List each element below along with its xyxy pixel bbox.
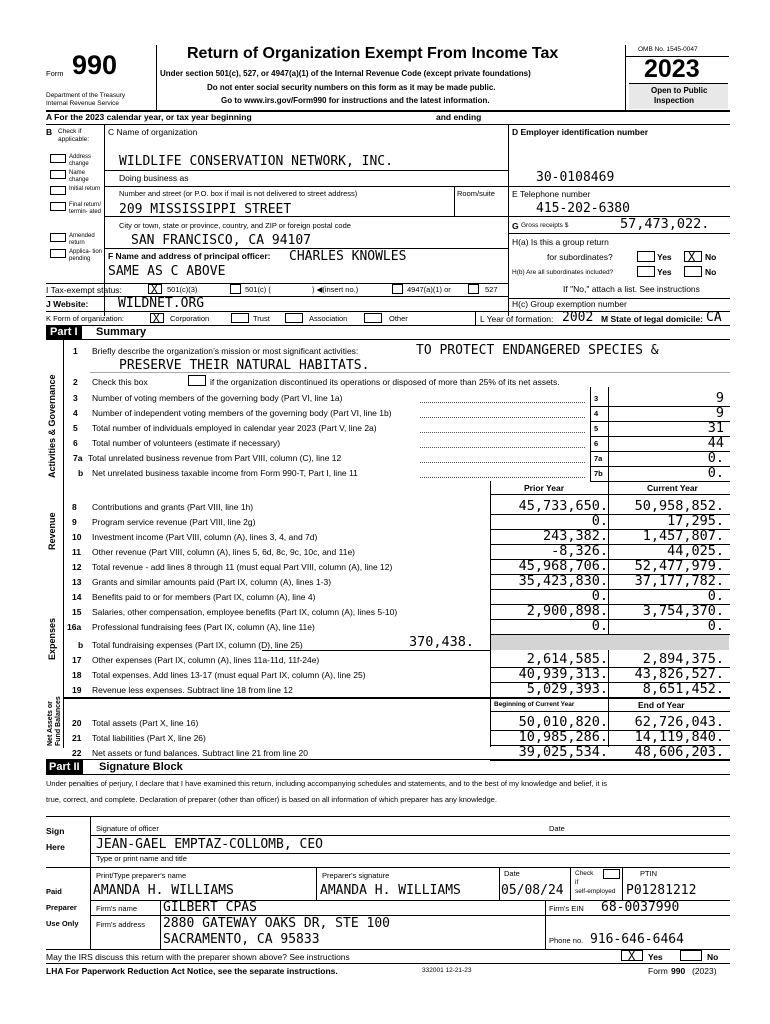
firm-address-2: SACRAMENTO, CA 95833	[163, 932, 320, 947]
gov-line-value: 44	[707, 435, 724, 451]
tax-year: 2023	[644, 55, 700, 83]
current-year-value: 50,958,852.	[634, 498, 724, 514]
dba-label: Doing business as	[119, 173, 189, 183]
status-501c-checkbox[interactable]	[230, 284, 241, 294]
fin-line-label: Revenue less expenses. Subtract line 18 from line 12	[92, 685, 293, 695]
prior-year-value: 2,900,898.	[526, 603, 608, 619]
open-public-2: Inspection	[654, 96, 695, 105]
room-label: Room/suite	[457, 189, 495, 198]
discuss-yes-checkbox[interactable]: X	[621, 950, 643, 961]
current-year-value: 62,726,043.	[634, 714, 724, 730]
prior-year-value: 10,985,286.	[518, 729, 608, 745]
fin-line-number: 20	[72, 718, 82, 728]
ha-yes-checkbox[interactable]	[637, 251, 655, 262]
form-code: 332001 12-21-23	[422, 967, 472, 974]
amended-return-checkbox[interactable]	[50, 233, 66, 242]
current-year-value: 2,894,375.	[642, 651, 724, 667]
subtitle-3: Go to www.irs.gov/Form990 for instructions and the latest information.	[221, 96, 490, 105]
fin-line-number: 17	[72, 655, 82, 665]
name-change-checkbox[interactable]	[50, 170, 66, 179]
preparer-signature: AMANDA H. WILLIAMS	[320, 883, 461, 898]
prior-year-header: Prior Year	[524, 483, 565, 493]
prior-year-value: 50,010,820.	[518, 714, 608, 730]
street-label: Number and street (or P.O. box if mail is not delivered to street address)	[119, 189, 358, 198]
line-a: A For the 2023 calendar year, or tax year beginning	[46, 112, 252, 122]
fin-line-label: Professional fundraising fees (Part IX, column (A), line 11e)	[92, 622, 315, 632]
leader-dots	[420, 477, 585, 478]
final-return-checkbox[interactable]	[50, 202, 66, 211]
gov-line-number: 4	[73, 408, 78, 418]
side-net-assets: Net Assets or Fund Balances	[47, 696, 62, 746]
name-change-label: Name change	[69, 170, 89, 183]
fin-line-label: Net assets or fund balances. Subtract line 21 from line 20	[92, 748, 308, 758]
fin-line-number: 12	[72, 562, 82, 572]
perjury-line2: true, correct, and complete. Declaration of preparer (other than officer) is based on all information of which preparer has any knowledge.	[46, 795, 497, 804]
i-label: I Tax-exempt status:	[46, 285, 122, 295]
ha-label: H(a) Is this a group return	[512, 237, 609, 247]
fin-line-number: 11	[72, 547, 81, 557]
side-activities-governance: Activities & Governance	[47, 374, 57, 478]
discuss-question: May the IRS discuss this return with the preparer shown above? See instructions	[46, 952, 350, 962]
fin-line-label: Other expenses (Part IX, column (A), lines 11a-11d, 11f-24e)	[92, 655, 320, 665]
leader-dots	[420, 432, 585, 433]
website: WILDNET.ORG	[118, 296, 205, 311]
prior-year-value: 243,382.	[542, 528, 608, 544]
officer-name-title: JEAN-GAEL EMPTAZ-COLLOMB, CEO	[96, 837, 323, 852]
perjury-line1: Under penalties of perjury, I declare that I have examined this return, including accompanying schedules and statements, and to the best of my knowledge and belief, it is	[46, 779, 608, 788]
ha-no-checkbox[interactable]: X	[684, 251, 702, 262]
gov-line-box: 6	[594, 439, 599, 448]
firm-name: GILBERT CPAS	[163, 900, 257, 915]
gov-line-value: 9	[715, 390, 724, 406]
fin-line-number: 8	[72, 502, 77, 512]
current-year-value: 43,826,527.	[634, 666, 724, 682]
j-label: J Website:	[46, 299, 89, 309]
fin-line-label: Contributions and grants (Part VIII, line 1h)	[92, 502, 254, 512]
part1-label: Part I	[46, 325, 82, 340]
prior-year-value: 0.	[591, 513, 608, 529]
gov-line-label: Number of voting members of the governing body (Part VI, line 1a)	[92, 393, 343, 403]
fin-line-number: 22	[72, 748, 82, 758]
form-label: Form	[46, 69, 64, 78]
l-label: L Year of formation:	[480, 314, 554, 324]
application-pending-checkbox[interactable]	[50, 249, 66, 258]
current-year-value: 52,477,979.	[634, 558, 724, 574]
fin-line-label: Total expenses. Add lines 13-17 (must equal Part IX, column (A), line 25)	[92, 670, 366, 680]
dept-line2: Internal Revenue Service	[46, 100, 119, 107]
ptin: P01281212	[626, 883, 697, 898]
firm-ein: 68-0037990	[601, 900, 680, 915]
fin-line-label: Investment income (Part VIII, column (A), lines 3, 4, and 7d)	[92, 532, 318, 542]
address-change-label: Address change	[69, 154, 92, 167]
form-title: Return of Organization Exempt From Income Tax	[187, 45, 559, 62]
fin-line-number: 16a	[67, 622, 82, 632]
ein: 30-0108469	[536, 170, 615, 185]
current-year-value: 1,457,807.	[642, 528, 724, 544]
gov-line-box: 7a	[594, 454, 603, 463]
dept-line1: Department of the Treasury	[46, 92, 126, 99]
end-year-header: End of Year	[638, 700, 685, 710]
hc-label: H(c) Group exemption number	[512, 299, 627, 309]
omb-number: OMB No. 1545-0047	[638, 46, 698, 53]
fin-line-label: Total liabilities (Part X, line 26)	[92, 733, 206, 743]
gov-line-value: 0.	[707, 450, 724, 466]
discuss-no-checkbox[interactable]	[680, 950, 702, 961]
org-name: WILDLIFE CONSERVATION NETWORK, INC.	[119, 154, 393, 169]
current-year-value: 14,119,840.	[634, 729, 724, 745]
fin-line-number: 13	[72, 577, 82, 587]
gross-receipts: 57,473,022.	[620, 216, 710, 232]
self-employed-checkbox[interactable]	[603, 869, 620, 879]
side-revenue: Revenue	[47, 512, 57, 550]
row-rule	[490, 760, 730, 761]
gov-line-box: 7b	[594, 469, 603, 478]
prior-year-value: 0.	[591, 618, 608, 634]
fin-line-label: Program service revenue (Part VIII, line 2g)	[92, 517, 256, 527]
f-label: F Name and address of principal officer:	[108, 251, 271, 261]
k-label: K Form of organization:	[46, 314, 124, 323]
initial-return-label: Initial return	[69, 186, 101, 192]
part2-label: Part II	[46, 760, 83, 775]
form-trust-checkbox[interactable]	[231, 313, 249, 323]
e-label: E Telephone number	[512, 189, 591, 199]
hb-note: If "No," attach a list. See instructions	[563, 284, 700, 294]
line-a-ending: and ending	[436, 112, 482, 122]
prior-year-value: 40,939,313.	[518, 666, 608, 682]
gov-line-label: Net unrelated business taxable income from Form 990-T, Part I, line 11	[92, 468, 358, 478]
prior-year-value: 39,025,534.	[518, 744, 608, 760]
prior-year-value: 35,423,830.	[518, 573, 608, 589]
gov-line-number: 6	[73, 438, 78, 448]
line1-label: Briefly describe the organization’s mission or most significant activities:	[92, 346, 359, 356]
gov-line-value: 0.	[707, 465, 724, 481]
fin-line-label: Other revenue (Part VIII, column (A), lines 5, 6d, 8c, 9c, 10c, and 11e)	[92, 547, 355, 557]
gov-line-value: 9	[715, 405, 724, 421]
address-change-checkbox[interactable]	[50, 154, 66, 163]
application-pending-label: Applica- tion pending	[69, 249, 103, 262]
mission-line1: TO PROTECT ENDANGERED SPECIES &	[416, 343, 659, 358]
row-rule	[490, 619, 730, 620]
fin-line-number: 18	[72, 670, 82, 680]
fin-line-label: Salaries, other compensation, employee benefits (Part IX, column (A), lines 5-10)	[92, 607, 398, 617]
subtitle-2: Do not enter social security numbers on this form as it may be made public.	[207, 83, 496, 92]
b-label: B	[46, 127, 53, 137]
gov-line-number: b	[78, 468, 84, 478]
fin-line-label: Benefits paid to or for members (Part IX, column (A), line 4)	[92, 592, 316, 602]
part1-title: Summary	[96, 326, 147, 338]
preparer-date: 05/08/24	[501, 883, 564, 898]
year-of-formation: 2002	[562, 310, 594, 325]
firm-phone: 916-646-6464	[590, 932, 684, 947]
fin-line-number: 14	[72, 592, 82, 602]
fin-line-label: Grants and similar amounts paid (Part IX, column (A), lines 1-3)	[92, 577, 332, 587]
mission-line2: PRESERVE THEIR NATURAL HABITATS.	[119, 358, 370, 373]
fin-line-number: 9	[72, 517, 77, 527]
city-state-zip: SAN FRANCISCO, CA 94107	[131, 233, 312, 248]
gov-line-value: 31	[707, 420, 724, 436]
row-rule	[490, 589, 730, 590]
fin-line-number: 21	[72, 733, 82, 743]
gov-line-label: Number of independent voting members of the governing body (Part VI, line 1b)	[92, 408, 392, 418]
gov-line-label: Total number of individuals employed in calendar year 2023 (Part V, line 2a)	[92, 423, 377, 433]
discontinued-checkbox[interactable]	[188, 375, 206, 386]
current-year-value: 17,295.	[667, 513, 724, 529]
current-year-value: 44,025.	[667, 543, 724, 559]
subtitle-1: Under section 501(c), 527, or 4947(a)(1) of the Internal Revenue Code (except private foundations)	[160, 69, 531, 78]
side-expenses: Expenses	[47, 617, 57, 660]
part2-title: Signature Block	[99, 761, 183, 773]
gov-line-box: 5	[594, 424, 599, 433]
form-association-checkbox[interactable]	[285, 313, 303, 323]
gov-line-label: Total unrelated business revenue from Part VIII, column (C), line 12	[88, 453, 342, 463]
current-year-value: 0.	[707, 588, 724, 604]
gov-line-number: 5	[73, 423, 78, 433]
firm-address-1: 2880 GATEWAY OAKS DR, STE 100	[163, 916, 390, 931]
prior-year-value: 0.	[591, 588, 608, 604]
amended-return-label: Amended return	[69, 233, 95, 246]
initial-return-checkbox[interactable]	[50, 186, 66, 195]
c-label: C Name of organization	[108, 127, 198, 137]
open-public-1: Open to Public	[651, 86, 708, 95]
current-year-value: 3,754,370.	[642, 603, 724, 619]
m-label: M State of legal domicile:	[601, 314, 704, 324]
current-year-value: 8,651,452.	[642, 681, 724, 697]
prior-year-value: 45,968,706.	[518, 558, 608, 574]
fin-line-label: Total assets (Part X, line 16)	[92, 718, 199, 728]
prior-year-value: 5,029,393.	[526, 681, 608, 697]
gov-line-box: 3	[594, 394, 599, 403]
current-year-value: 48,606,203.	[634, 744, 724, 760]
officer-address: SAME AS C ABOVE	[108, 264, 226, 279]
prior-year-value: 2,614,585.	[526, 651, 608, 667]
telephone: 415-202-6380	[536, 201, 630, 216]
gov-line-box: 4	[594, 409, 599, 418]
leader-dots	[420, 447, 585, 448]
gov-line-number: 7a	[73, 453, 83, 463]
lha-notice: LHA For Paperwork Reduction Act Notice, see the separate instructions.	[46, 966, 338, 976]
preparer-name: AMANDA H. WILLIAMS	[93, 883, 234, 898]
current-year-value: 0.	[707, 618, 724, 634]
hb-label: H(b) Are all subordinates included?	[512, 269, 614, 276]
line16b-label: Total fundraising expenses (Part IX, column (D), line 25)	[92, 640, 303, 650]
city-label: City or town, state or province, country, and ZIP or foreign postal code	[119, 221, 351, 230]
fin-line-number: 19	[72, 685, 82, 695]
line16b-value: 370,438.	[409, 634, 475, 650]
leader-dots	[420, 402, 585, 403]
prior-year-value: -8,326.	[551, 543, 608, 559]
leader-dots	[420, 462, 585, 463]
begin-year-header: Beginning of Current Year	[494, 701, 575, 708]
leader-dots	[420, 417, 585, 418]
d-label: D Employer identification number	[512, 127, 649, 137]
prior-year-value: 45,733,650.	[518, 498, 608, 514]
status-527-checkbox[interactable]	[468, 284, 479, 294]
gov-line-number: 3	[73, 393, 78, 403]
final-return-label: Final return/ termin- ated	[69, 202, 102, 215]
current-year-value: 37,177,782.	[634, 573, 724, 589]
gov-line-label: Total number of volunteers (estimate if necessary)	[92, 438, 281, 448]
form-number: 990	[72, 50, 118, 80]
state-domicile: CA	[706, 310, 722, 325]
street-address: 209 MISSISSIPPI STREET	[119, 202, 292, 217]
current-year-header: Current Year	[647, 483, 698, 493]
hb-yes-checkbox[interactable]	[637, 266, 655, 277]
form-other-checkbox[interactable]	[364, 313, 382, 323]
row-rule	[590, 406, 730, 407]
fin-line-number: 15	[72, 607, 82, 617]
status-501c3-checkbox[interactable]: X	[148, 284, 162, 294]
hb-no-checkbox[interactable]	[684, 266, 702, 277]
principal-officer: CHARLES KNOWLES	[289, 249, 407, 264]
fin-line-label: Total revenue - add lines 8 through 11 (must equal Part VIII, column (A), line 12)	[92, 562, 393, 572]
fin-line-number: 10	[72, 532, 82, 542]
status-4947-checkbox[interactable]	[392, 284, 403, 294]
form-corporation-checkbox[interactable]: X	[150, 313, 164, 323]
